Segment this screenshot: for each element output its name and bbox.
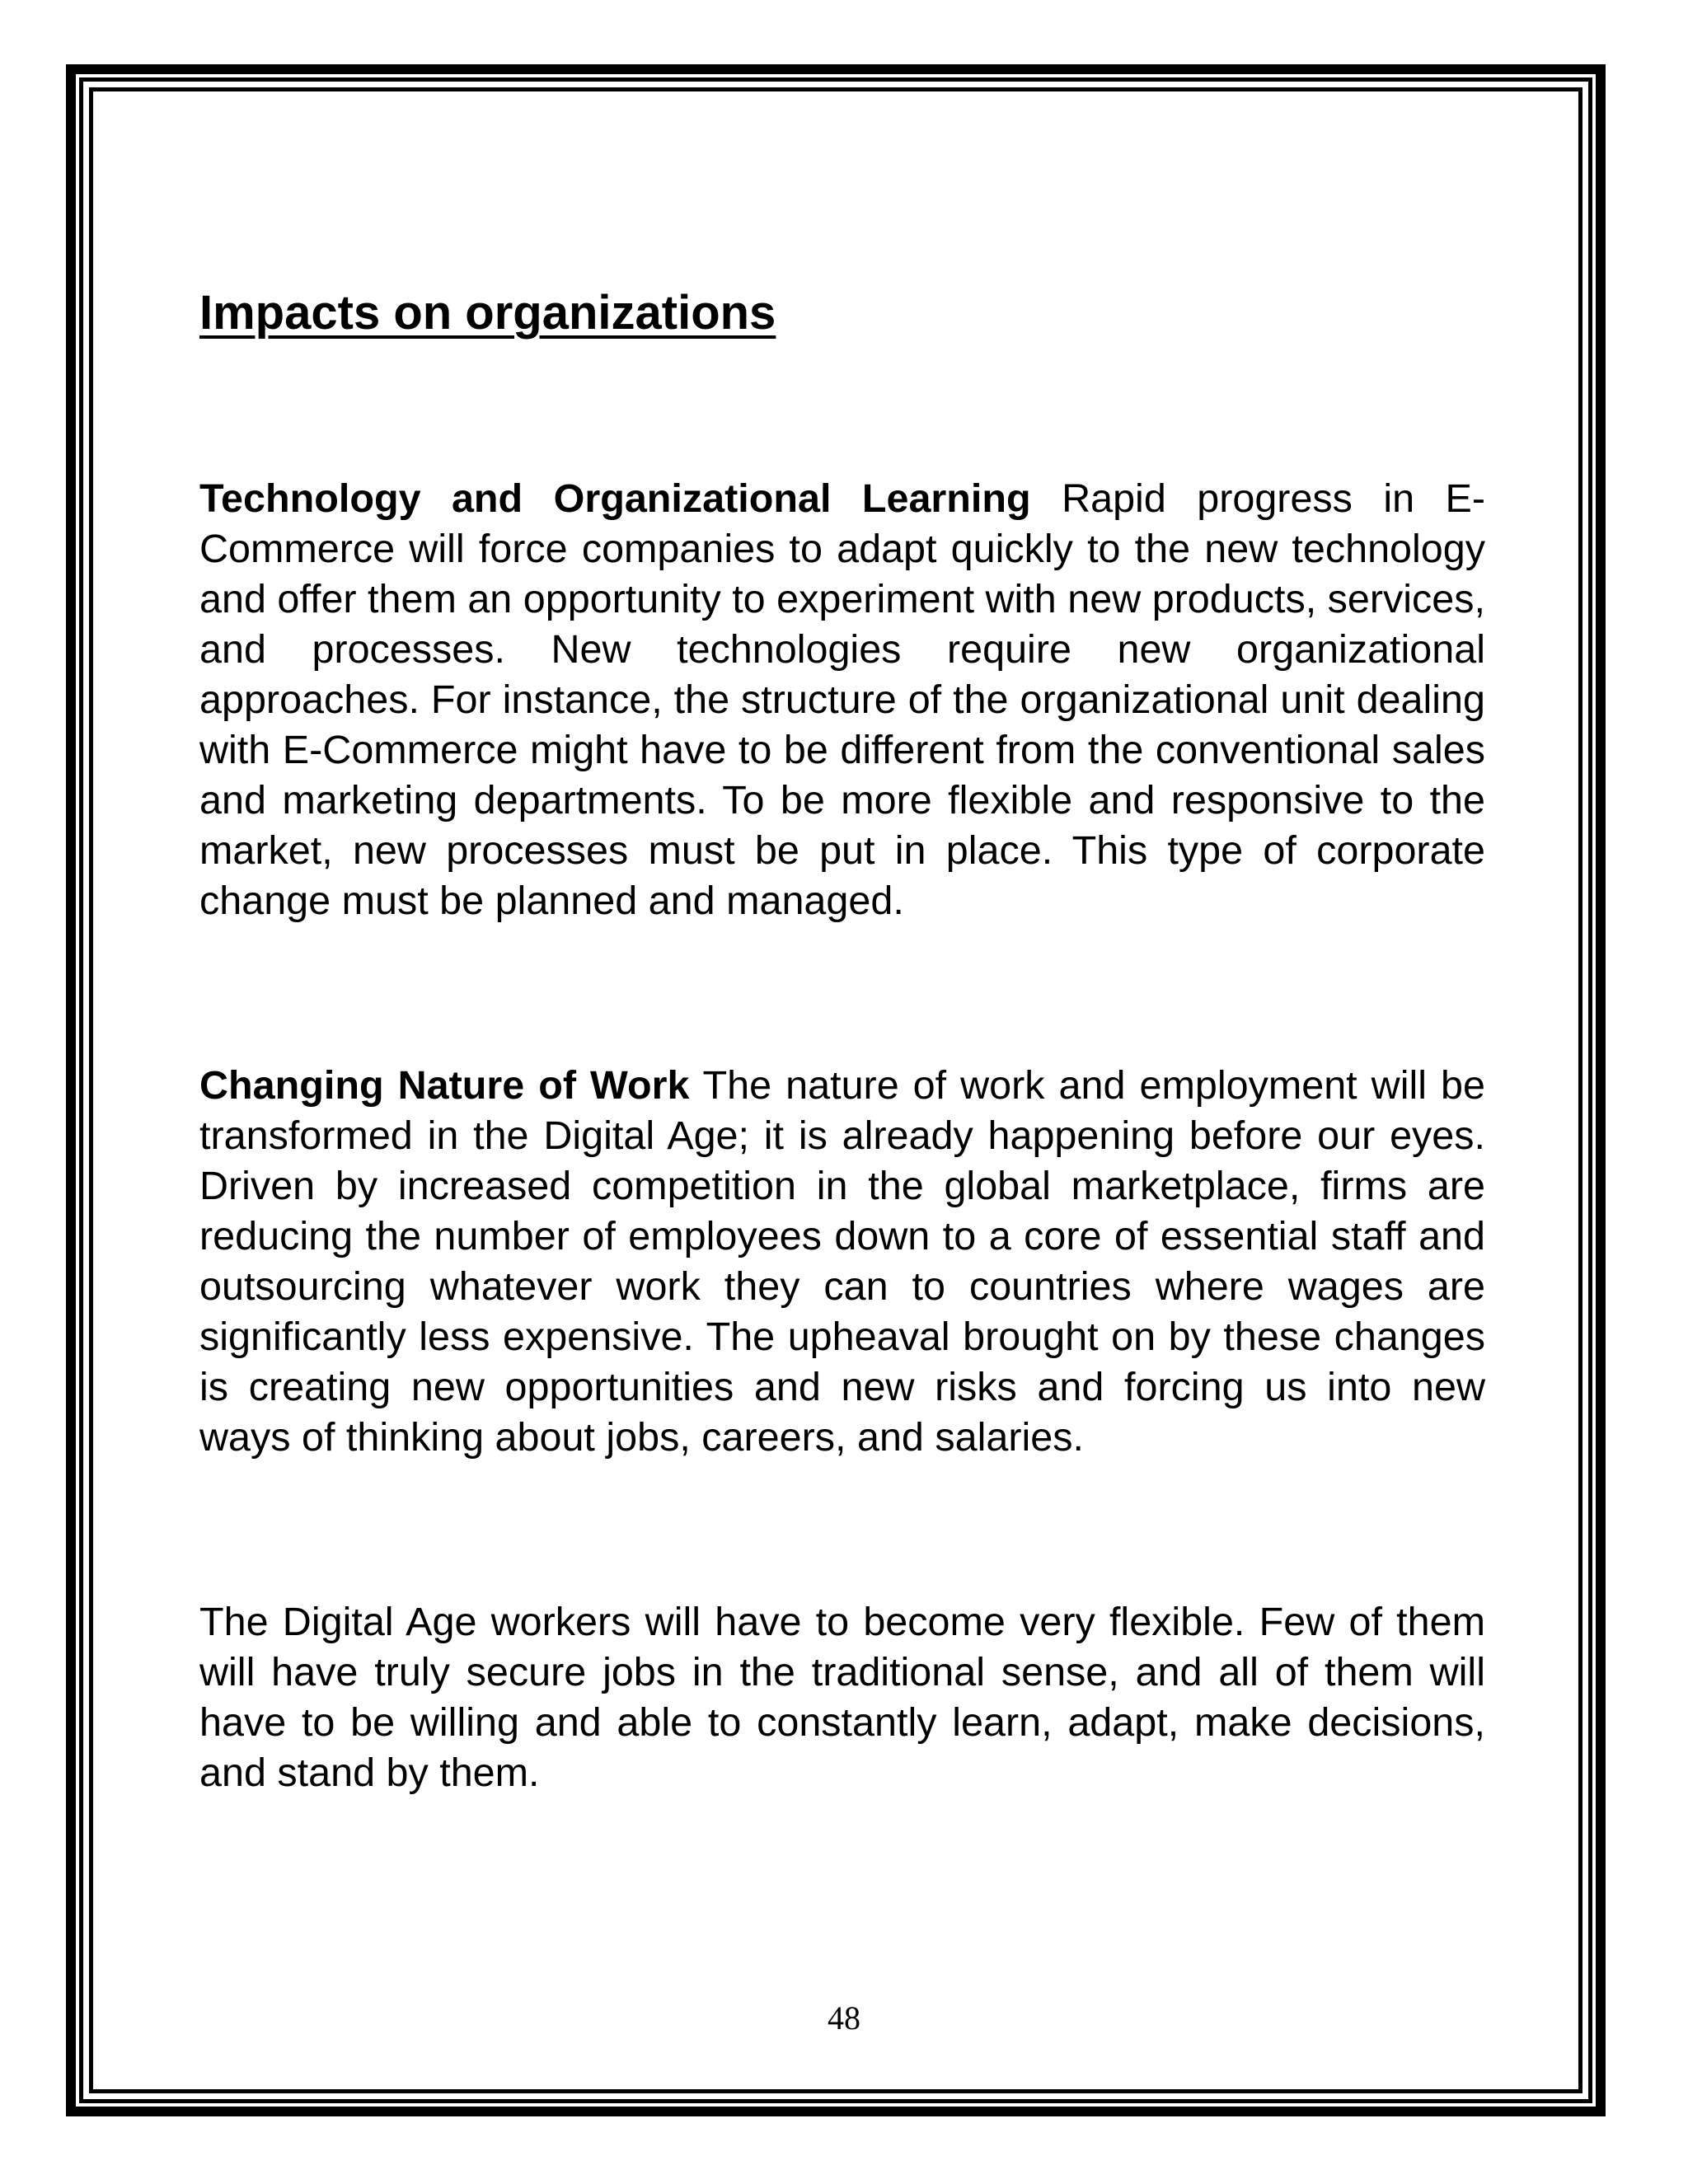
paragraph-body: The Digital Age workers will have to become very flexible. Few of them will have truly secure jobs in the traditional sense, and all of them will have to be willing and able to constantly learn, adapt, make decisions, and stand by them.: [199, 1600, 1485, 1795]
paragraph-technology-learning: [199, 474, 1485, 926]
page-number: 48: [828, 1999, 860, 2036]
paragraph-digital-workers: [199, 1597, 1485, 1798]
paragraph-changing-work: [199, 1061, 1485, 1463]
section-heading: Impacts on organizations: [199, 286, 776, 340]
paragraph-body: The nature of work and employment will be transformed in the Digital Age; it is already happening before our eyes. Driven by increased competition in the global marketplace, firms are reducing the number of employees down to a core of essential staff and outsourcing whatever work they can to countries where wages are significantly less expensive. The upheaval brought on by these changes is creating new opportunities and new risks and forcing us into new ways of thinking about jobs, careers, and salaries.: [199, 1063, 1485, 1460]
paragraph-lead: Changing Nature of Work: [199, 1063, 690, 1108]
page-content: [199, 280, 1485, 1798]
paragraph-body: Rapid progress in E-Commerce will force companies to adapt quickly to the new technology and offer them an opportunity to experiment with new products, services, and processes. New technologies require new organizational approaches. For instance, the structure of the organizational unit dealing with E-Commerce might have to be different from the conventional sales and marketing departments. To be more flexible and responsive to the market, new processes must be put in place. This type of corporate change must be planned and managed.: [199, 476, 1486, 923]
paragraph-lead: Technology and Organizational Learning: [199, 476, 1031, 521]
